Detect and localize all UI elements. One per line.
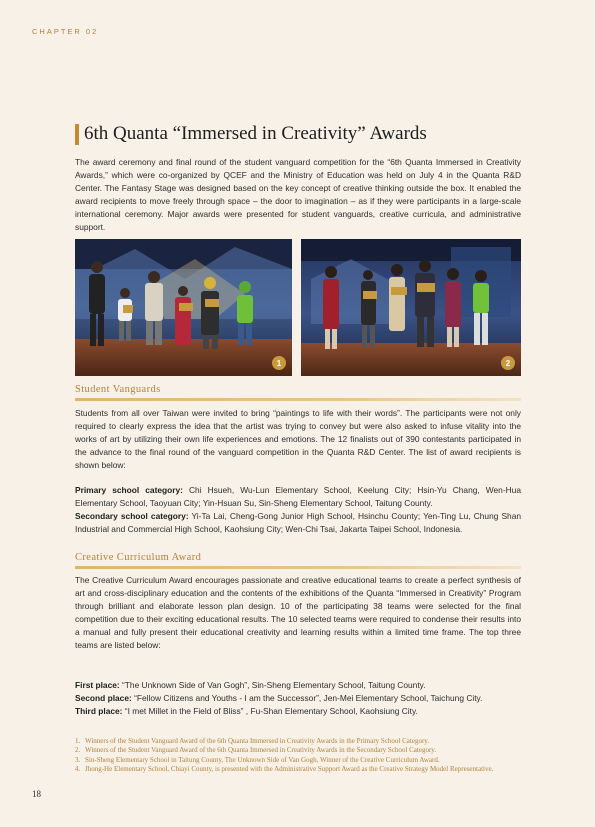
second-place-entry bbox=[75, 692, 521, 705]
footnote-item bbox=[75, 756, 535, 765]
article-intro: The award ceremony and final round of the student vanguard competition for the “6th Quanta Immersed in Creativity Awards,” which were co-organized by QCEF and the Ministry of Education was held on July 4 in the Quanta R&D Center. The Fantasy Stage was designed based on the key concept of creative thinking outside the box. It enabled the award recipients to move freely through space – the door to imagination – as if they were participants in a large-scale international ceremony. Major awards were presented for student vanguards, creative curricula, and administrative support. bbox=[75, 157, 521, 233]
photo-badge: 1 bbox=[272, 356, 286, 370]
footnote-text: Sin-Sheng Elementary School in Taitung County, The Unknown Side of Van Gogh, Winner of the Creative Curriculum Award. bbox=[85, 755, 440, 764]
primary-category-entry bbox=[75, 484, 521, 510]
title-accent-bar bbox=[75, 124, 79, 145]
section-heading-creative-curriculum: Creative Curriculum Award bbox=[75, 552, 202, 563]
article-title-block bbox=[75, 123, 427, 145]
first-place-entry bbox=[75, 679, 521, 692]
footnote-text: Winners of the Student Vanguard Award of the 6th Quanta Immersed in Creativity Awards in the Primary School Category. bbox=[85, 737, 430, 745]
footnote-number: 2. bbox=[75, 746, 81, 755]
footnote-item bbox=[75, 765, 535, 774]
curriculum-body: The Creative Curriculum Award encourages passionate and creative educational teams to create a perfect synthesis of art and cross-disciplinary education and the contents of the exhibitions of the Quanta “Immersed in Creativity” Program through brilliant and elaborate lesson plan design. 10 of the participating 38 teams were selected for the final competition due to their exciting educational results. The 10 selected teams were required to condense their results into a manual and fully present their educational creativity and learning results within a limited time frame. The top three teams are listed below: bbox=[75, 575, 521, 651]
footnotes bbox=[75, 737, 535, 775]
curriculum-winners bbox=[75, 679, 521, 718]
second-place-text: “Fellow Citizens and Youths - I am the Successor”, Jen-Mei Elementary School, Taichung City. bbox=[131, 693, 483, 704]
third-place-label: Third place: bbox=[75, 706, 123, 717]
footnote-item bbox=[75, 746, 535, 755]
secondary-category-label: Secondary school category: bbox=[75, 511, 189, 522]
first-place-text: “The Unknown Side of Van Gogh”, Sin-Sheng Elementary School, Taitung County. bbox=[119, 680, 426, 690]
section-heading-student-vanguards: Student Vanguards bbox=[75, 384, 161, 395]
photo-secondary-winners bbox=[301, 239, 521, 376]
chapter-label: CHAPTER 02 bbox=[32, 27, 99, 36]
photo-badge: 2 bbox=[501, 356, 515, 370]
footnote-number: 3. bbox=[75, 755, 81, 764]
photo-primary-winners-image bbox=[75, 239, 292, 376]
page-number: 18 bbox=[32, 789, 41, 799]
footnote-number: 4. bbox=[75, 765, 81, 774]
first-place-label: First place: bbox=[75, 680, 120, 690]
article-title: 6th Quanta “Immersed in Creativity” Awards bbox=[84, 123, 427, 144]
footnote-number: 1. bbox=[75, 737, 81, 745]
footnote-text: Winners of the Student Vanguard Award of the 6th Quanta Immersed in Creativity Awards in the Secondary School Category. bbox=[85, 746, 437, 755]
second-place-label: Second place: bbox=[75, 693, 132, 704]
primary-category-label: Primary school category: bbox=[75, 485, 183, 495]
secondary-category-entry bbox=[75, 510, 521, 536]
footnote-text: Jhong-He Elementary School, Chiayi County, is presented with the Administrative Support Award as the Creative Strategy Model Representative. bbox=[85, 765, 494, 774]
secondary-category-text: Yi-Ta Lai, Cheng-Gong Junior High School, Hsinchu County; Yen-Ting Lu, Chung Shan Industrial and Commercial High School, Kaohsiung City; Wen-Chi Tsai, Jakarta Taipei School, Indonesia. bbox=[75, 511, 522, 535]
section-divider bbox=[75, 398, 521, 401]
student-vanguards-recipients bbox=[75, 484, 521, 536]
photo-primary-winners bbox=[75, 239, 292, 376]
photo-secondary-winners-image bbox=[301, 239, 521, 376]
student-vanguards-body: Students from all over Taiwan were invited to bring “paintings to life with their words”. The participants were not only required to clearly express the idea that the artist was trying to convey but were also asked to infuse vitality into the works of art by utilizing their own life experiences and emotions. The 12 finalists out of 390 contestants participated in the advance to the final round of the vanguard competition in the Quanta R&D Center. The list of award recipients is shown below: bbox=[75, 408, 521, 471]
third-place-entry bbox=[75, 705, 521, 718]
section-divider bbox=[75, 566, 521, 569]
third-place-text: “I met Millet in the Field of Bliss” , Fu-Shan Elementary School, Kaohsiung City. bbox=[122, 706, 418, 717]
primary-category-text: Chi Hsueh, Wu-Lun Elementary School, Keelung City; Hsin-Yu Chang, Wen-Hua Elementary School, Taoyuan City; Yin-Hsuan Su, Sin-Sheng Elementary School, Taitung County. bbox=[75, 485, 521, 509]
footnote-item bbox=[75, 737, 535, 746]
